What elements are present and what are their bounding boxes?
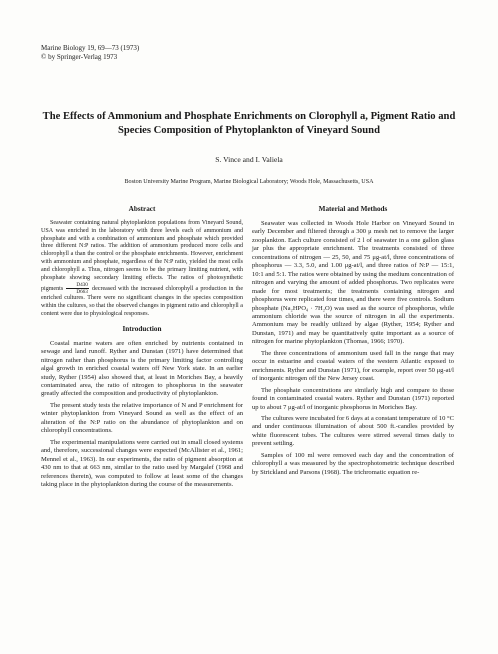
abstract-section (41, 205, 243, 319)
methods-heading: Material and Methods (318, 205, 388, 213)
left-column (41, 205, 243, 489)
intro-paragraph: Coastal marine waters are often enriched by nutrients contained in sewage and land runoff. Ryther and Dunstan (1971) have determined that nitrogen rather than phosphorus is the primary limiting factor controlling algal growth in enriched coastal waters off New York state. In an earlier study, Ryther (1954) also showed that, at least in Moriches Bay, a heavily contaminated area, the ratio of nitrogen to phosphorus in the seawater greatly affected the composition and productivity of phytoplankton. (41, 339, 243, 398)
methods-paragraph: The cultures were incubated for 6 days at a constant temperature of 10 °C and under continuous illumination of about 500 ft.-candles provided by white fluorescent tubes. The cultures were stirred several times daily to prevent settling. (252, 414, 454, 448)
abstract-text-1: Seawater containing natural phytoplankton populations from Vineyard Sound, USA was enriched in the laboratory with three levels each of ammonium and phosphate and with a combination of ammonium and phosphate which provided three different N:P ratios. The addition of ammonium produced more cells and chlorophyll a than the control or the phosphate enrichments. However, enrichment with ammonium and phosphate, regardless of the N:P ratio, yielded the most cells and chlorophyll a. Thus, nitrogen seems to be the primary limiting nutrient, with phosphate showing secondary limiting effects. The ratios of photosynthetic pigments (41, 220, 243, 293)
fraction-numerator: D430 (66, 282, 89, 289)
author-affiliation: Boston University Marine Program, Marine Biological Laboratory; Woods Hole, Massachusetts, USA (124, 179, 374, 185)
abstract-paragraph (41, 220, 243, 319)
paper-authors: S. Vince and I. Valiela (215, 155, 283, 164)
paper-title: The Effects of Ammonium and Phosphate Enrichments on Clorophyll a, Pigment Ratio and Species Composition of Phytoplankton of Vineyard Sound (42, 111, 456, 136)
methods-paragraph: Seawater was collected in Woods Hole Harbor on Vineyard Sound in early December and filtered through a 300 μ mesh net to remove the larger zooplankton. Each culture consisted of 2 l of seawater in a one gallon glass jar plus the appropriate enrichment. The treatments consisted of three concentrations of nitrogen — 25, 50, and 75 μg-at/l, three concentrations of phosphorus — 3.3, 5.0, and 1.00 μg-at/l, and three ratios of N:P — 15:1, 10:1 and 5:1. The ratios were obtained by using the medium concentration of nitrogen and varying the amount of added phosphorus. Two replicates were made for most treatments; the treatments containing nitrogen and phosphorus were replicated four times, and there were five controls. Sodium phosphate (Na₂HPO₄ · 7H₂O) was used as the source of phosphorus, while ammonium chloride was the source of nitrogen in all the experiments. Ammonium may be readily utilized by algae (Ryther, 1954; Ryther and Dunstan, 1971) and may be quantitatively quite important as a source of nitrogen for marine phytoplankton (Thomas, 1966; 1970). (252, 220, 454, 346)
methods-paragraph: The three concentrations of ammonium used fall in the range that may occur in estuarine and coastal waters of the western Atlantic exposed to enrichments. Ryther and Dunstan (1971), for example, report over 50 μg-at/l of inorganic nitrogen off the New Jersey coast. (252, 349, 454, 383)
journal-citation: Marine Biology 19, 69—73 (1973) (41, 44, 140, 52)
intro-paragraph: The present study tests the relative importance of N and P enrichment for winter phytoplankton from Vineyard Sound as well as the effect of an alteration of the N:P ratio on the abundance of phytoplankton and on chlorophyll concentrations. (41, 401, 243, 435)
abstract-text-2: decreased with the increased chlorophyll a production in the enriched cultures. There were no significant changes in the species composition within the cultures, so that the observed changes in pigment ratio and chlorophyll a content were due to physiological responses. (41, 286, 244, 317)
methods-paragraph: The phosphate concentrations are similarly high and compare to those found in contaminated coastal waters. Ryther and Dunstan (1971) reported up to about 7 μg-at/l of inorganic phosphorus in Moriches Bay. (252, 386, 454, 411)
intro-paragraph: The experimental manipulations were carried out in small closed systems and, therefore, successional changes were expected (McAllister et al., 1961; Mennel et al., 1963). In our experiments, the ratio of pigment absorption at 430 nm to that at 663 nm, similar to the ratio used by Margalef (1968 and references therein), was computed to follow at least some of the changes taking place in the phytoplankton during the course of the measurements. (41, 438, 243, 489)
copyright-line: © by Springer-Verlag 1973 (41, 53, 118, 61)
pigment-ratio-fraction (66, 282, 89, 295)
introduction-heading: Introduction (122, 324, 162, 333)
introduction-section (41, 325, 243, 490)
methods-section (252, 205, 454, 477)
methods-paragraph: Samples of 100 ml were removed each day and the concentration of chlorophyll a was measured by the spectrophotometric technique described by Strickland and Parsons (1968). The trichromatic equation re- (252, 451, 454, 476)
fraction-denominator: D663 (76, 289, 88, 296)
abstract-heading: Abstract (128, 205, 156, 213)
right-column (252, 205, 454, 477)
journal-header (41, 44, 139, 62)
